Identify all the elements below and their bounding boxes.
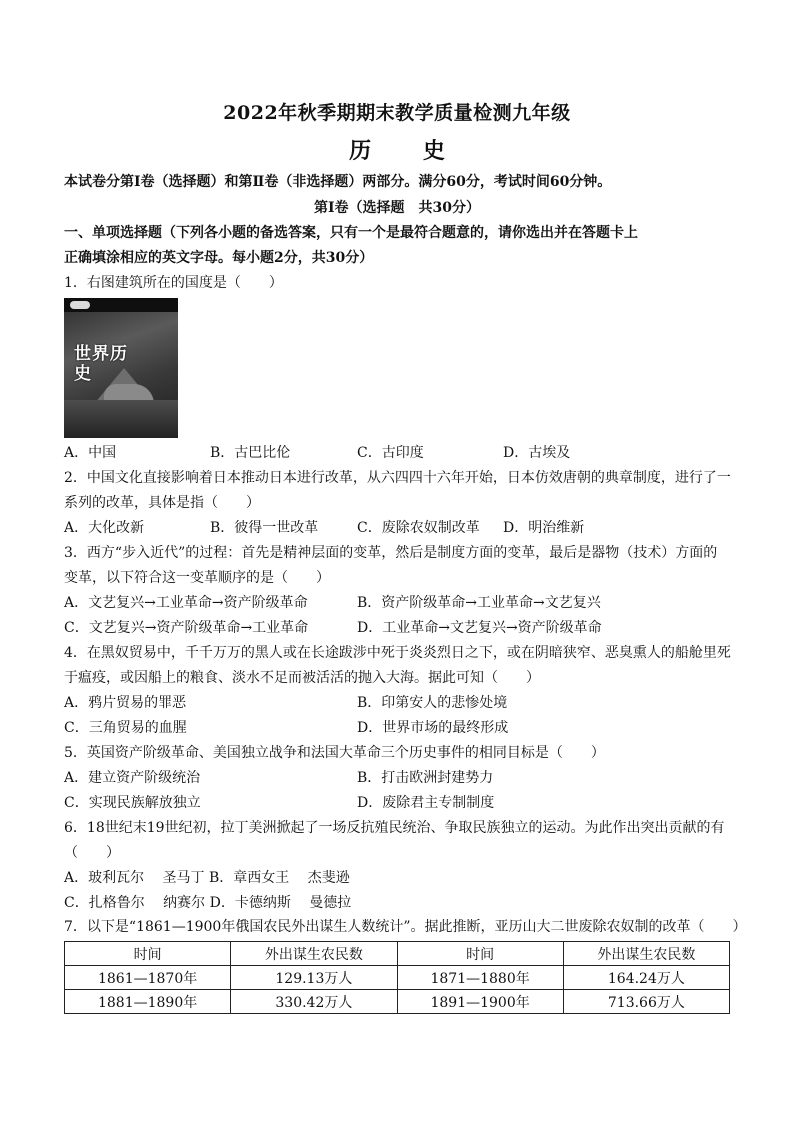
section-heading-line-1: 一、单项选择题（下列各小题的备选答案，只有一个是最符合题意的，请你选出并在答题卡上	[64, 225, 638, 241]
table-cell: 330.42万人	[231, 990, 397, 1014]
table-cell: 1861—1870年	[65, 966, 231, 990]
table-row	[65, 966, 730, 990]
question-5-option-c: C．实现民族解放独立	[64, 795, 201, 811]
question-1-stem: 1．右图建筑所在的国度是（ ）	[64, 275, 283, 291]
question-6-stem-line-2: （ ）	[64, 845, 120, 861]
exam-title: 2022年秋季期期末教学质量检测九年级	[223, 102, 571, 124]
question-3-option-a: A．文艺复兴→工业革命→资产阶级革命	[64, 595, 308, 611]
table-header-cell: 时间	[65, 942, 231, 966]
question-6-stem-line-1: 6．18世纪末19世纪初，拉丁美洲掀起了一场反抗殖民统治、争取民族独立的运动。为此作出突出贡献的有	[64, 820, 725, 836]
book-cover-title: 世界历史	[74, 344, 128, 384]
question-6-options-ab: A．玻利瓦尔 圣马丁 B．章西女王 杰斐逊	[64, 870, 350, 886]
table-header-cell: 外出谋生农民数	[231, 942, 397, 966]
question-5-option-a: A．建立资产阶级统治	[64, 770, 201, 786]
question-4-option-b: B．印第安人的悲惨处境	[357, 695, 508, 711]
question-4-option-a: A．鸦片贸易的罪恶	[64, 695, 187, 711]
question-1-option-d: D．古埃及	[503, 445, 571, 461]
part-title: 第Ⅰ卷（选择题 共30分）	[313, 200, 481, 216]
subject-title: 历 史	[349, 138, 467, 164]
question-4-stem-line-2: 于瘟疫，或因船上的粮食、淡水不足而被活活的抛入大海。据此可知（ ）	[64, 670, 540, 686]
table-cell: 713.66万人	[563, 990, 729, 1014]
question-5-option-b: B．打击欧洲封建势力	[357, 770, 494, 786]
question-2-option-b: B．彼得一世改革	[210, 520, 319, 536]
table-cell: 164.24万人	[563, 966, 729, 990]
question-2-stem-line-1: 2．中国文化直接影响着日本推动日本进行改革，从六四四十六年开始，日本仿效唐朝的典章制度，进行了一	[64, 470, 731, 486]
question-7-stem: 7．以下是“1861—1900年俄国农民外出谋生人数统计”。据此推断，亚历山大二世废除农奴制的改革（ ）	[64, 919, 747, 935]
table-cell: 1891—1900年	[397, 990, 563, 1014]
question-1-option-a: A．中国	[64, 445, 117, 461]
question-4-option-c: C．三角贸易的血腥	[64, 720, 187, 736]
question-5-option-d: D．废除君主专制制度	[357, 795, 495, 811]
question-4-stem-line-1: 4．在黑奴贸易中，千千万万的黑人或在长途跋涉中死于炎炎烈日之下，或在阴暗狭窄、恶臭熏人的船舱里死	[64, 645, 731, 661]
question-2-option-a: A．大化改新	[64, 520, 145, 536]
table-cell: 1881—1890年	[65, 990, 231, 1014]
question-1-option-b: B．古巴比伦	[210, 445, 291, 461]
table-header-row	[65, 942, 730, 966]
question-3-option-c: C．文艺复兴→资产阶级革命→工业革命	[64, 620, 309, 636]
table-row	[65, 990, 730, 1014]
question-3-stem-line-1: 3．西方“步入近代”的过程：首先是精神层面的变革，然后是制度方面的变革，最后是器物（技术）方面的	[64, 545, 718, 561]
table-header-cell: 外出谋生农民数	[563, 942, 729, 966]
question-4-option-d: D．世界市场的最终形成	[357, 720, 509, 736]
table-header-cell: 时间	[397, 942, 563, 966]
question-2-option-c: C．废除农奴制改革	[357, 520, 480, 536]
exam-instructions: 本试卷分第Ⅰ卷（选择题）和第Ⅱ卷（非选择题）两部分。满分60分，考试时间60分钟。	[64, 174, 612, 190]
emigration-stats-table	[64, 941, 730, 1014]
question-3-option-b: B．资产阶级革命→工业革命→文艺复兴	[357, 595, 601, 611]
question-6-options-cd: C．扎格鲁尔 纳赛尔 D．卡德纳斯 曼德拉	[64, 895, 352, 911]
question-3-stem-line-2: 变革，以下符合这一变革顺序的是（ ）	[64, 570, 330, 586]
question-1-option-c: C．古印度	[357, 445, 424, 461]
question-2-option-d: D．明治维新	[503, 520, 585, 536]
textbook-cover-image	[64, 298, 178, 438]
question-3-option-d: D．工业革命→文艺复兴→资产阶级革命	[357, 620, 602, 636]
question-5-stem: 5．英国资产阶级革命、美国独立战争和法国大革命三个历史事件的相同目标是（ ）	[64, 745, 605, 761]
table-cell: 129.13万人	[231, 966, 397, 990]
table-cell: 1871—1880年	[397, 966, 563, 990]
publisher-logo-icon	[70, 301, 90, 309]
section-heading-line-2: 正确填涂相应的英文字母。每小题2分，共30分）	[64, 250, 374, 266]
question-2-stem-line-2: 系列的改革，具体是指（ ）	[64, 495, 260, 511]
